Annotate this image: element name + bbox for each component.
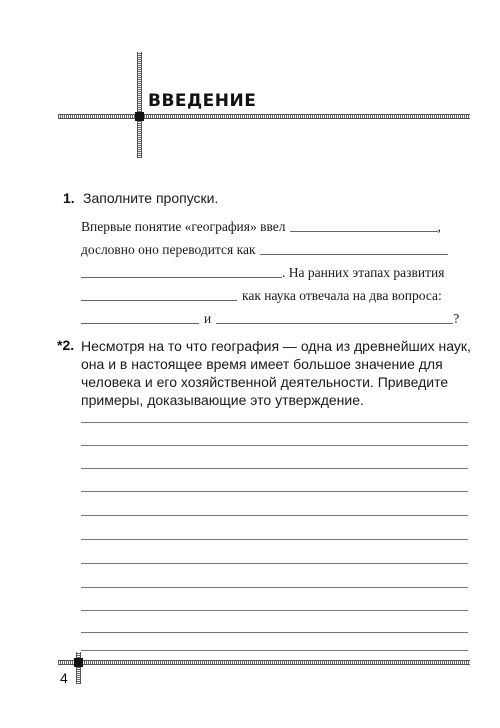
task1-number: 1.: [63, 190, 75, 206]
answer-line-8[interactable]: [81, 587, 468, 588]
task1-line-3: [81, 263, 444, 281]
task2-number: *2.: [57, 337, 75, 353]
task1-line-1: [81, 217, 441, 235]
answer-line-3[interactable]: [81, 468, 468, 469]
task1-line-5-conj: и: [204, 311, 212, 326]
footer-corner-square: [74, 658, 83, 667]
answer-line-2[interactable]: [81, 445, 468, 446]
answer-line-5[interactable]: [81, 515, 468, 516]
answer-line-7[interactable]: [81, 563, 468, 564]
task1-blank-2[interactable]: [260, 253, 448, 255]
task1-blank-5b[interactable]: [216, 322, 453, 324]
task1-instruction: Заполните пропуски.: [83, 190, 219, 206]
header-vertical-rule: [137, 52, 142, 158]
task1-line-5-suffix: ?: [453, 311, 460, 326]
task1-line-2: [81, 240, 448, 258]
task1-blank-5a[interactable]: [81, 322, 199, 324]
header-corner-square: [135, 112, 144, 121]
task1-blank-3[interactable]: [81, 276, 282, 278]
header-horizontal-rule: [58, 114, 470, 119]
task1-line-4-text: как наука отвечала на два вопроса:: [242, 288, 442, 303]
task1-line-1-text: Впервые понятие «география» ввел: [81, 219, 286, 234]
answer-line-6[interactable]: [81, 539, 468, 540]
task1-line-1-suffix: ,: [437, 219, 441, 234]
answer-line-1[interactable]: [81, 422, 468, 423]
task1-line-4: [81, 286, 442, 304]
task1-blank-4[interactable]: [81, 299, 237, 301]
page-title: ВВЕДЕНИЕ: [148, 91, 257, 111]
footer-vertical-rule: [76, 652, 81, 684]
answer-line-10[interactable]: [81, 632, 468, 633]
answer-line-4[interactable]: [81, 491, 468, 492]
task1-line-2-text: дословно оно переводится как: [81, 242, 256, 257]
answer-line-11[interactable]: [81, 650, 468, 651]
footer-horizontal-rule: [58, 660, 470, 665]
page-number: 4: [60, 670, 68, 686]
task1-line-5: [81, 309, 459, 327]
task1-blank-1[interactable]: [290, 230, 438, 232]
task2-text: Несмотря на то что география — одна из древнейших наук, она и в настоящее время имеет большое значение для человека и его хозяйственной деятельности. Приведите примеры, доказывающие это утверждение.: [81, 338, 471, 408]
task1-line-3-text: . На ранних этапах развития: [282, 265, 445, 280]
answer-line-9[interactable]: [81, 610, 468, 611]
